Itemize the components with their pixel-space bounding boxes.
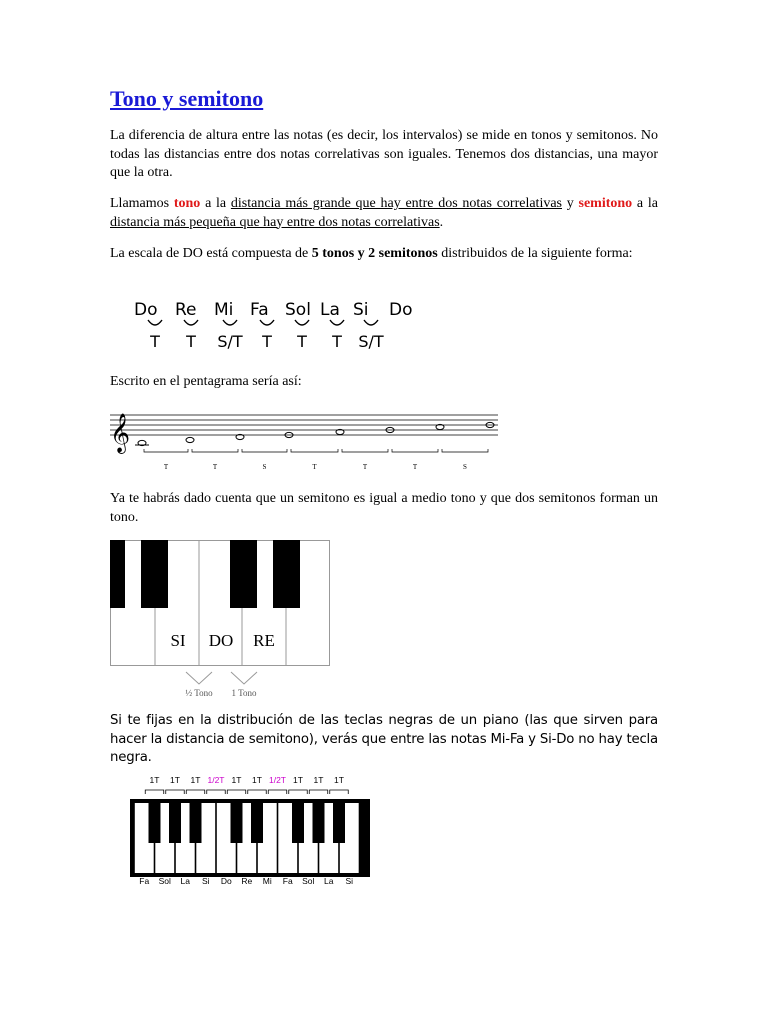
key-label-do: DO (208, 631, 234, 650)
scale-note: Si (353, 300, 369, 320)
scale-note: Sol (285, 300, 311, 320)
scale-diagram (115, 292, 415, 354)
interval-label: 1T (149, 775, 160, 785)
black-key (273, 540, 300, 608)
interval-bracket (166, 790, 185, 794)
key-label-re: RE (253, 631, 275, 650)
step-bracket (342, 449, 388, 452)
step-bracket (144, 449, 188, 452)
black-key (333, 803, 345, 843)
interval-label: 1T (231, 775, 242, 785)
scale-step-label: T (332, 332, 342, 351)
one-tone-caption: 1 Tono (231, 688, 257, 698)
scale-note: Re (175, 300, 197, 320)
black-key (231, 803, 243, 843)
key-label-si: SI (170, 631, 186, 650)
scale-arc (330, 320, 344, 325)
keyboard-note-label: Si (345, 876, 354, 886)
interval-label: 1T (293, 775, 303, 785)
step-bracket (392, 449, 438, 452)
staff-step-label: S (463, 463, 467, 471)
black-key (110, 540, 125, 608)
scale-arc (223, 320, 237, 325)
step-bracket (442, 449, 488, 452)
scale-step-label: S/T (217, 332, 243, 351)
scale-note: La (320, 300, 340, 320)
black-key (292, 803, 304, 843)
scale-step-label: S/T (358, 332, 384, 351)
piano-keyboard-closeup (110, 540, 332, 700)
half-tone-caption: ½ Tono (185, 688, 213, 698)
scale-note: Mi (214, 300, 234, 320)
intro-paragraph: La diferencia de altura entre las notas (es decir, los intervalos) se mide en tonos y semitonos. No todas las distancias entre dos notas correlativas son iguales. Tenemos dos distancias, una mayor que la otra. (110, 128, 658, 181)
interval-label: 1/2T (207, 775, 225, 785)
text-segment: y (562, 196, 579, 211)
treble-clef-icon: 𝄞 (110, 413, 131, 453)
keyboard-note-label: Sol (302, 876, 315, 886)
interval-bracket (289, 790, 308, 794)
page-title: Tono y semitono (110, 86, 264, 111)
black-key (141, 540, 168, 608)
half-tone-arrow (186, 672, 212, 684)
text-segment: a la (632, 196, 658, 211)
keyboard-note-label: Sol (158, 876, 171, 886)
interval-bracket (309, 790, 328, 794)
interval-bracket (248, 790, 267, 794)
interval-bracket (268, 790, 287, 794)
black-key (313, 803, 325, 843)
interval-label: 1T (334, 775, 344, 785)
keyboard-note-label: Fa (139, 876, 150, 886)
scale-step-label: T (186, 332, 196, 351)
scale-note: Do (134, 300, 158, 320)
staff-step-label: T (412, 463, 418, 471)
tono-term: tono (173, 196, 201, 211)
black-keys-paragraph: Si te fijas en la distribución de las teclas negras de un piano (las que sirven para hacer la distancia de semitono), verás que entre las notas Mi-Fa y Si-Do no hay tecla negra. (110, 713, 658, 766)
interval-bracket (145, 790, 164, 794)
interval-bracket (330, 790, 349, 794)
semitone-paragraph: Ya te habrás dado cuenta que un semitono es igual a medio tono y que dos semitonos forman un tono. (110, 491, 658, 525)
black-key (169, 803, 181, 843)
scale-note: Do (389, 300, 413, 320)
staff-step-label: T (362, 463, 368, 471)
keyboard-note-label: Do (220, 876, 232, 886)
interval-label: 1T (252, 775, 262, 785)
one-tone-arrow (231, 672, 257, 684)
music-staff (108, 405, 503, 475)
interval-bracket (227, 790, 246, 794)
black-key (230, 540, 257, 608)
definition-paragraph (110, 195, 658, 232)
keyboard-note-label: Re (241, 876, 253, 886)
scale-count: 5 tonos y 2 semitonos (311, 246, 438, 261)
scale-step-label: T (297, 332, 307, 351)
scale-step-label: T (262, 332, 272, 351)
text-segment: La escala de DO está compuesta de (110, 246, 312, 261)
staff-step-label: T (212, 463, 218, 471)
interval-label: 1T (190, 775, 201, 785)
interval-label: 1T (313, 775, 324, 785)
piano-keyboard-full (128, 770, 378, 888)
text-segment: a la (200, 196, 231, 211)
keyboard-note-label: La (180, 876, 190, 886)
staff-step-label: S (262, 463, 267, 471)
scale-note: Fa (250, 300, 269, 320)
whole-note (186, 437, 194, 442)
black-key (149, 803, 161, 843)
keyboard-note-label: La (324, 876, 334, 886)
text-segment: distribuidos de la siguiente forma: (437, 246, 633, 261)
scale-arc (364, 320, 378, 325)
black-key (251, 803, 263, 843)
staff-step-label: T (312, 463, 317, 471)
scale-arc (295, 320, 309, 325)
interval-label: 1/2T (268, 775, 287, 785)
text-segment: . (439, 214, 444, 230)
semitono-definition: distancia más pequeña que hay entre dos notas correlativas (110, 214, 440, 230)
keyboard-note-label: Fa (282, 876, 293, 886)
black-key (190, 803, 202, 843)
staff-intro: Escrito en el pentagrama sería así: (110, 374, 302, 389)
semitono-term: semitono (578, 196, 633, 211)
staff-step-label: T (163, 463, 169, 471)
scale-arc (184, 320, 198, 325)
interval-bracket (207, 790, 226, 794)
step-bracket (291, 449, 338, 452)
step-bracket (192, 449, 238, 452)
keyboard-note-label: Mi (262, 876, 272, 886)
tono-definition: distancia más grande que hay entre dos notas correlativas (230, 196, 562, 211)
scale-arc (260, 320, 274, 325)
text-segment: Llamamos (110, 196, 174, 211)
scale-arc (148, 320, 162, 325)
interval-bracket (186, 790, 205, 794)
interval-label: 1T (170, 775, 180, 785)
scale-step-label: T (150, 332, 160, 351)
scale-paragraph (110, 245, 658, 264)
step-bracket (242, 449, 287, 452)
keyboard-note-label: Si (201, 876, 210, 886)
